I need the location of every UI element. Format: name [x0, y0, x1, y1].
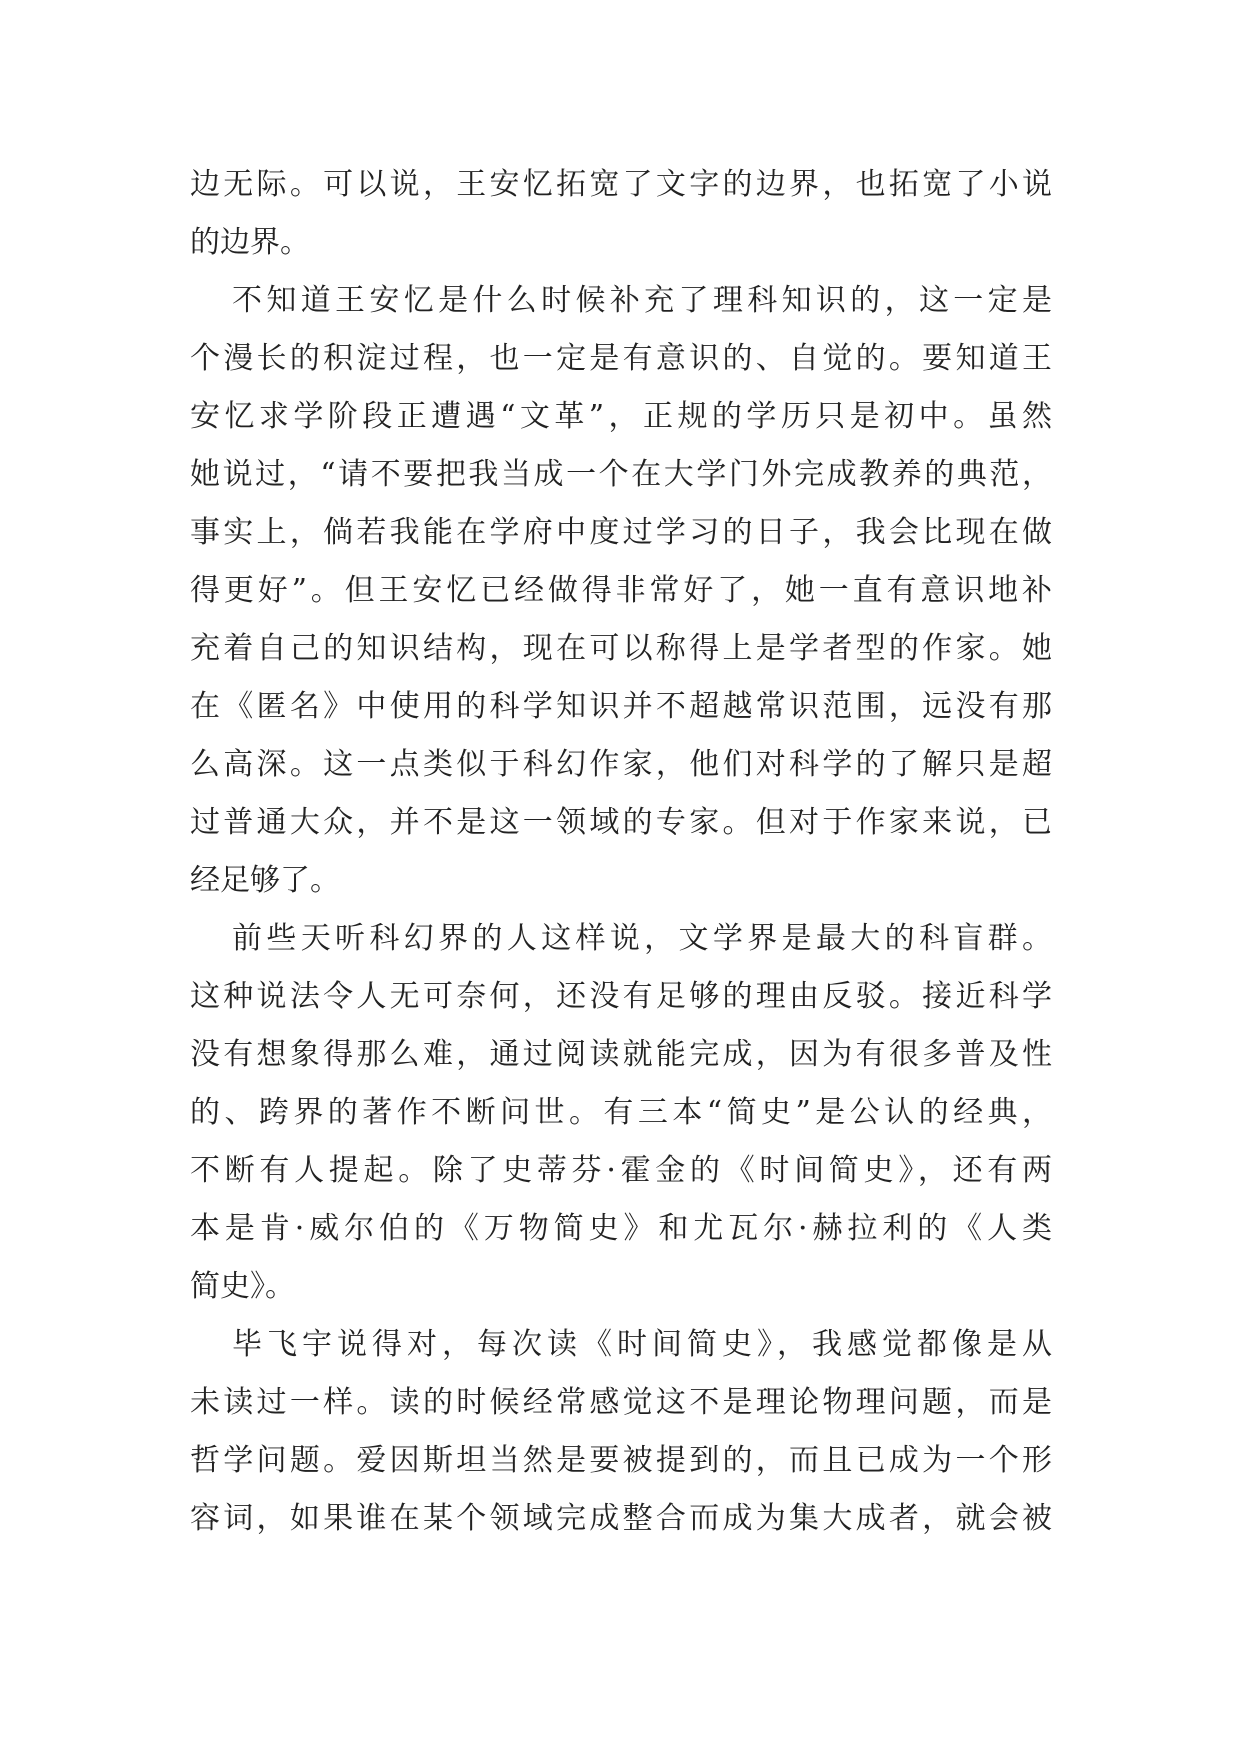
text-line: 不知道王安忆是什么时候补充了理科知识的，这一定是: [232, 283, 1052, 318]
text-line: 她说过，“请不要把我当成一个在大学门外完成教养的典范，: [190, 457, 1052, 492]
text-line: 得更好”。但王安忆已经做得非常好了，她一直有意识地补: [190, 573, 1052, 608]
text-line: 过普通大众，并不是这一领域的专家。但对于作家来说，已: [190, 805, 1052, 840]
body-text: [190, 156, 1052, 1548]
paragraph-2: [190, 272, 1052, 910]
paragraph-3: [190, 910, 1052, 1316]
text-line: 不断有人提起。除了史蒂芬·霍金的《时间简史》，还有两: [190, 1153, 1052, 1188]
text-line: 未读过一样。读的时候经常感觉这不是理论物理问题，而是: [190, 1385, 1052, 1420]
text-line: 没有想象得那么难，通过阅读就能完成，因为有很多普及性: [190, 1037, 1052, 1072]
text-line: 个漫长的积淀过程，也一定是有意识的、自觉的。要知道王: [190, 341, 1052, 376]
text-line: 前些天听科幻界的人这样说，文学界是最大的科盲群。: [232, 921, 1052, 956]
text-line: 安忆求学阶段正遭遇“文革”，正规的学历只是初中。虽然: [190, 399, 1052, 434]
text-line: 经足够了。: [190, 863, 340, 898]
text-line: 的边界。: [190, 225, 310, 260]
text-line: 本是肯·威尔伯的《万物简史》和尤瓦尔·赫拉利的《人类: [190, 1211, 1052, 1246]
text-line: 在《匿名》中使用的科学知识并不超越常识范围，远没有那: [190, 689, 1052, 724]
paragraph-4: [190, 1316, 1052, 1548]
text-line: 边无际。可以说，王安忆拓宽了文字的边界，也拓宽了小说: [190, 167, 1052, 202]
text-line: 这种说法令人无可奈何，还没有足够的理由反驳。接近科学: [190, 979, 1052, 1014]
text-line: 充着自己的知识结构，现在可以称得上是学者型的作家。她: [190, 631, 1052, 666]
paragraph-1: [190, 156, 1052, 272]
text-line: 么高深。这一点类似于科幻作家，他们对科学的了解只是超: [190, 747, 1052, 782]
text-line: 简史》。: [190, 1269, 295, 1304]
text-line: 事实上，倘若我能在学府中度过学习的日子，我会比现在做: [190, 515, 1052, 550]
text-line: 哲学问题。爱因斯坦当然是要被提到的，而且已成为一个形: [190, 1443, 1052, 1478]
text-line: 容词，如果谁在某个领域完成整合而成为集大成者，就会被: [190, 1501, 1052, 1536]
text-line: 的、跨界的著作不断问世。有三本“简史”是公认的经典，: [190, 1095, 1052, 1130]
text-line: 毕飞宇说得对，每次读《时间简史》，我感觉都像是从: [232, 1327, 1052, 1362]
